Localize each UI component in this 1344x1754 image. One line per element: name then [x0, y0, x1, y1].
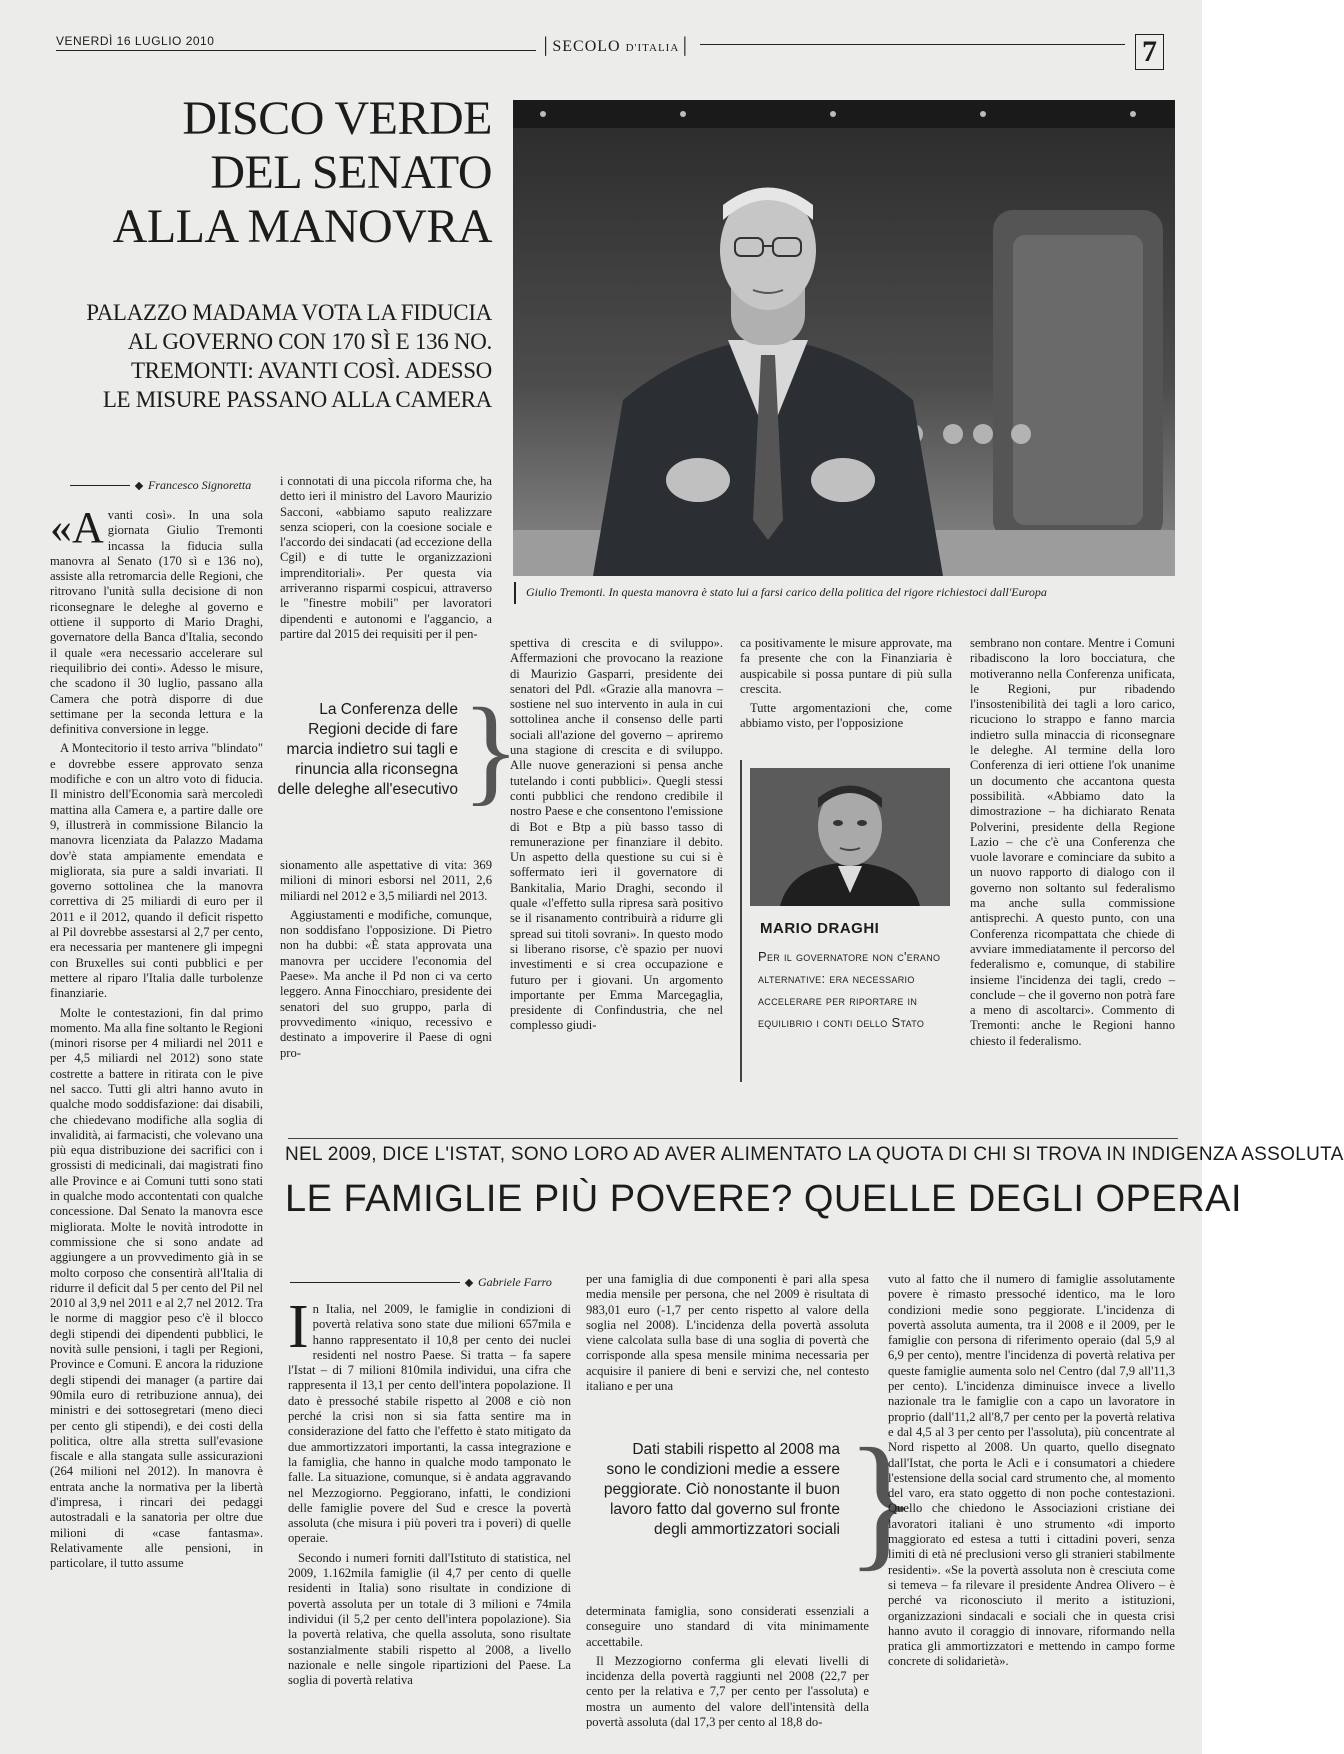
byline-rule: [70, 485, 130, 486]
caption-marker: [514, 582, 516, 604]
tremonti-photo: [513, 100, 1175, 576]
paper-name-main: SECOLO: [552, 38, 621, 55]
article2-byline: [290, 1275, 552, 1290]
paragraph: sembrano non contare. Mentre i Comuni ribadiscono la loro bocciatura, che motiveranno nella Conferenza unificata, le Regioni, pur ribadendo l'insostenibilità dei tagli a loro carico, ricuciono lo strappo e fanno marcia indietro sulla minaccia di riconsegnare le deleghe. Al termine della loro Conferenza di ieri ottiene l'ok unanime un documento che accantona questa possibilità. «Abbiamo dato la dimostrazione – ha dichiarato Renata Polverini, presidente della Regione Lazio – che c'è una Conferenza che vuole lavorare e cominciare da subito a un nuovo rapporto di dialogo con il governo non soltanto sul federalismo ma anche sulla commissione antisprechi. A questo punto, con una Conferenza ricompattata che chiede di avviare immediatamente il percorso del federalismo e, comunque, di stabilire insieme l'incidenza dei tagli, credo – conclude – che il governo non potrà fare a meno di ascoltarci». Commento di Tremonti: anche le Regioni hanno chiesto il federalismo.: [970, 636, 1175, 1048]
article1-column-2-bottom: [280, 858, 492, 1083]
section-divider: [288, 1138, 1178, 1139]
article2-headline: LE FAMIGLIE PIÙ POVERE? QUELLE DEGLI OPERAI: [285, 1178, 1243, 1220]
byline-author: Francesco Signoretta: [148, 478, 252, 492]
paragraph: per una famiglia di due componenti è pari alla spesa media mensile per persona, che nel 2009 è risultata di 983,01 euro (-1,7 per cento rispetto al valore della soglia nel 2008). L'incidenza della povertà assoluta viene calcolata sulla base di una soglia di povertà che corrisponde alla spesa mensile minima necessaria per acquisire il paniere di beni e servizi che, nel contesto italiano e per una: [586, 1272, 869, 1394]
paragraph: vuto al fatto che il numero di famiglie assolutamente povere è rimasto pressoché identico, ma le loro condizioni medie sono peggiorate. L'incidenza di povertà assoluta aumenta, tra il 2008 e il 2009, per le famiglie con persona di riferimento operaio (dal 5,9 al 6,9 per cento), mentre l'incidenza di povertà relativa per queste famiglie aumenta solo nel Centro (dal 7,9 all'11,3 per cento). L'incidenza diminuisce invece a livello nazionale tra le famiglie con a capo un lavoratore in proprio (dall'11,2 all'8,7 per cento per la povertà relativa e dal 4,5 al 3 per cento per l'assoluta), più concentrate al Nord rispetto al 2008. Un quarto, quello disegnato dall'Istat, che porta le Acli e i consumatori a chiedere l'estensione della social card strumento che, al momento del varo, era stato oggetto di non poche contestazioni. Quello che chiedono le Associazioni cristiane dei lavoratori italiani è uno strumento «di importo maggiorato ed estesa a tutti i cittadini poveri, senza limiti di età né preclusioni verso gli stranieri stabilmente residenti». «Se la povertà assoluta non è cresciuta come si temeva – fa rilevare il presidente Andrea Olivero – è perché va riconosciuto il merito a istituzioni, organizzazioni sindacali e sociali che in questa crisi hanno avuto il coraggio di innovare, riformando nella pratica gli ammortizzatori e mettendo in campo forme concrete di solidarietà».: [888, 1272, 1175, 1669]
article2-column-1: [288, 1293, 571, 1750]
deck-line: LE MISURE PASSANO ALLA CAMERA: [102, 387, 492, 412]
draghi-portrait: [750, 768, 950, 906]
paragraph: Tutte argomentazioni che, come abbiamo visto, per l'opposizione: [740, 701, 952, 731]
masthead-rule-left: [56, 50, 536, 51]
diamond-icon: [465, 1278, 473, 1286]
article1-column-1: [50, 503, 263, 1753]
paragraph: i connotati di una piccola riforma che, ha detto ieri il ministro del Lavoro Maurizio Sacconi, «abbiamo saputo realizzare senza scioperi, con la coesione sociale e l'accordo dei sindacati (ad eccezione della Cgil) e di tutte le organizzazioni imprenditoriali». Per questa via arriveranno risparmi cospicui, attraverso le "finestre mobili" per lavoratori dipendenti e autonomi e l'aggancio, a partire dal 2015 dei requisiti per il pen-: [280, 474, 492, 641]
sidebar-name: MARIO DRAGHI: [760, 920, 880, 937]
masthead-rule-right: [700, 44, 1125, 45]
page-number: 7: [1135, 34, 1164, 70]
article2-column-3: [888, 1272, 1175, 1750]
paragraph: n Italia, nel 2009, le famiglie in condizioni di povertà relativa sono state due milioni 657mila e hanno rappresentato il 10,8 per cento dei nuclei residenti nel nostro Paese. Si tratta – fa sapere l'Istat – di 7 milioni 810mila individui, una cifra che rappresenta il 13,1 per cento dell'intera popolazione. Il dato è pressoché stabile rispetto al 2008 e ciò non perché la crisi non si sia fatta sentire ma in considerazione del fatto che l'effetto è stato mitigato da due ammortizzatori importanti, la cassa integrazione e la famiglia, che hanno in qualche modo tamponato le falle. La situazione, comunque, si è andata aggravando nel Mezzogiorno. Peggiorano, infatti, le condizioni delle famiglie povere del Sud e cresce la povertà assoluta (che misura i più poveri tra i poveri) di quelle operaie.: [288, 1302, 571, 1546]
paragraph: ca positivamente le misure approvate, ma fa presente che con la Finanziaria è auspicabile si possa puntare di più sulla crescita.: [740, 636, 952, 696]
paragraph: determinata famiglia, sono considerati essenziali a conseguire uno standard di vita minimamente accettabile.: [586, 1604, 869, 1649]
deck-line: AL GOVERNO CON 170 SÌ E 136 NO.: [127, 329, 492, 354]
diamond-icon: [135, 481, 143, 489]
byline-rule: [290, 1282, 460, 1283]
paper-name-suffix: D'ITALIA: [625, 42, 680, 54]
article1-column-4: [740, 636, 952, 744]
paragraph: Aggiustamenti e modifiche, comunque, non soddisfano l'opposizione. Di Pietro non ha dubbi: «È stata approvata una manovra per uccidere l'economia del Paese». Ma anche il Pd non ci va certo leggero. Anna Finocchiaro, presidente dei senatori del suo gruppo, parla di provvedimento «iniquo, recessivo e destinato a impoverire il Paese di ogni pro-: [280, 907, 492, 1060]
article1-column-5: [970, 636, 1175, 1086]
paragraph: Molte le contestazioni, fin dal primo momento. Ma alla fine soltanto le Regioni (minori risorse per 4 miliardi nel 2011 e per 4,5 miliardi nel 2012) sono state costrette a battere in ritirata con le pive nel sacco. Tutti gli altri hanno avuto in qualche modo soddisfazione: dai disabili, che chiedevano modifiche alla soglia di invalidità, ai farmacisti, che volevano una più equa distribuzione dei sacrifici con i grossisti di medicinali, dai magistrati fino alle Province e ai Comuni tutti sono stati in qualche modo accontentati con qualche concessione. Dal Senato la manovra esce migliorata. Molte le novità introdotte in commissione che si sono andate ad aggiungere a un provvedimento già in se molto corposo che consentirà all'Italia di ridurre il deficit dal 5 per cento del Pil nel 2010 al 3,9 nel 2011 e al 2,7 nel 2012. Tra le norme di maggior peso c'è il blocco degli stipendi dei dipendenti pubblici, le novità sulle pensioni, i tagli per Regioni, Province e Comuni. E ancora la riduzione degli stipendi dei manager (a partire dai 90mila euro di retribuzione annua), dei ministri e dei sottosegretari (meno dieci per cento gli stipendi), e dei costi della politica, oltre alla stretta sull'evasione fiscale e alla stangata sulle assicurazioni (264 milioni nel 2012). In manovra è entrata anche la normativa per la libertà d'impresa, i rincari dei pedaggi autostradali e la sanatoria per oltre due milioni di «case fantasma». Relativamente alle pensioni, in particolare, il tutto assume: [50, 1005, 263, 1571]
brace-icon: }: [846, 1418, 918, 1584]
paper-name: │SECOLO D'ITALIA│: [540, 38, 692, 55]
article2-column-2-top: [586, 1272, 869, 1420]
deck-line: PALAZZO MADAMA VOTA LA FIDUCIA: [86, 300, 492, 325]
byline-author: Gabriele Farro: [478, 1275, 552, 1289]
drop-cap: I: [288, 1293, 309, 1361]
article1-column-3: [510, 636, 723, 1086]
main-headline: [52, 92, 492, 254]
paragraph: Secondo i numeri forniti dall'Istituto di statistica, nel 2009, 1.162mila famiglie (il 4,7 per cento di quelle residenti in Italia) sono risultate in condizione di povertà assoluta per un totale di 3 milioni e 74mila individui (il 5,2 per cento dell'intera popolazione). Sia la povertà relativa, che quella assoluta, sono risultate sostanzialmente stabili rispetto al 2008, a livello nazionale e nelle singole ripartizioni del Paese. La soglia di povertà relativa: [288, 1550, 571, 1688]
headline-line: DEL SENATO: [210, 146, 492, 199]
headline-line: ALLA MANOVRA: [112, 200, 492, 253]
pullquote-families: Dati stabili rispetto al 2008 ma sono le condizioni medie a essere peggiorate. Ciò nonostante il buon lavoro fatto dal governo sul fronte degli ammortizzatori sociali: [603, 1441, 840, 1538]
brace-icon: }: [462, 683, 520, 816]
deck-line: TREMONTI: AVANTI COSÌ. ADESSO: [130, 358, 492, 383]
paragraph: Il Mezzogiorno conferma gli elevati livelli di incidenza della povertà raggiunti nel 2008 (22,7 per cento per la relativa e 7,7 per cento per l'assoluta) e mostra un aumento del valore dell'intensità della povertà assoluta (dal 17,3 per cento al 18,8 do-: [586, 1653, 869, 1730]
headline-line: DISCO VERDE: [182, 92, 492, 145]
article2-column-2-bottom: [586, 1604, 869, 1750]
drop-cap: «A: [50, 503, 104, 552]
headline-deck: [52, 298, 492, 414]
paragraph: A Montecitorio il testo arriva "blindato" e dovrebbe essere approvato senza modifiche e con un altro voto di fiducia. Il ministro dell'Economia sarà mercoledì mattina alla Camera e, a partire dalle ore 9, illustrerà in commissione Bilancio la manovra licenziata da Palazzo Madama dov'è stata ampiamente emendata e migliorata, sia pure a saldi invariati. Il governo sottolinea che la manovra correttiva di 25 miliardi di euro per il 2011 e il 2012, quando il deficit rispetto al Pil dovrebbe assestarsi al 2,7 per cento, era necessaria per mantenere gli impegni con Bruxelles sui conti pubblici e per mettere al riparo l'Italia dalle turbolenze finanziarie.: [50, 741, 263, 1001]
article2-kicker: NEL 2009, DICE L'ISTAT, SONO LORO AD AVER ALIMENTATO LA QUOTA DI CHI SI TROVA IN INDIGENZA ASSOLUTA: [285, 1144, 1344, 1165]
pullquote-regions: La Conferenza delle Regioni decide di fare marcia indietro sui tagli e rinuncia alla riconsegna delle deleghe all'esecutivo: [277, 701, 458, 798]
paragraph: vanti così». In una sola giornata Giulio Tremonti incassa la fiducia sulla manovra al Senato (170 sì e 136 no), assiste alla retromarcia delle Regioni, che ritrovano l'unità sulla decisione di non riconsegnare le deleghe al governo e ottiene il supporto di Mario Draghi, governatore della Banca d'Italia, secondo il quale «era necessario accelerare sul riequilibrio dei conti». Adesso le misure, che scadono il 30 luglio, passano alla Camera che potrà disporre di due settimane per la seconda lettura e la definitiva conversione in legge.: [50, 508, 263, 737]
article1-column-2-top: [280, 474, 492, 674]
sidebar-rule: [740, 760, 742, 1082]
article1-byline: [70, 478, 251, 493]
paragraph: spettiva di crescita e di sviluppo». Affermazioni che provocano la reazione di Maurizio Gasparri, presidente dei senatori del Pdl. «Grazie alla manovra – sostiene nel suo intervento in aula in cui sottolinea anche il consenso delle parti sociali all'azione del governo – apriremo una stagione di crescita e di sviluppo. Alle nuove generazioni si pensa anche tutelando i conti pubblici». Quegli stessi conti pubblici che rendono credibile il nostro Paese e che consentono l'emissione di Bot e Btp a più basso tasso di remunerazione per finanziare il debito. Un aspetto della questione su cui si è soffermato ieri il governatore di Bankitalia, Mario Draghi, secondo il quale «l'effetto sulla ripresa sarà positivo se il risanamento contribuirà a ridurre gli spread sui titoli sovrani». In questo modo si liberano risorse, c'è spazio per nuovi investimenti e si crea occupazione e futuro per i giovani. Un argomento importante per Emma Marcegaglia, presidente di Confindustria, che nel complesso giudi-: [510, 636, 723, 1033]
photo-caption: Giulio Tremonti. In questa manovra è stato lui a farsi carico della politica del rigore richiestoci dall'Europa: [526, 585, 1047, 599]
paragraph: sionamento alle aspettative di vita: 369 milioni di minori esborsi nel 2011, 2,6 miliardi nel 2012 e 3,5 miliardi nel 2013.: [280, 858, 492, 903]
issue-date: VENERDÌ 16 LUGLIO 2010: [56, 34, 215, 48]
sidebar-caption: Per il governatore non c'erano alternative: era necessario accelerare per riportare in equilibrio i conti dello Stato: [758, 949, 941, 1030]
